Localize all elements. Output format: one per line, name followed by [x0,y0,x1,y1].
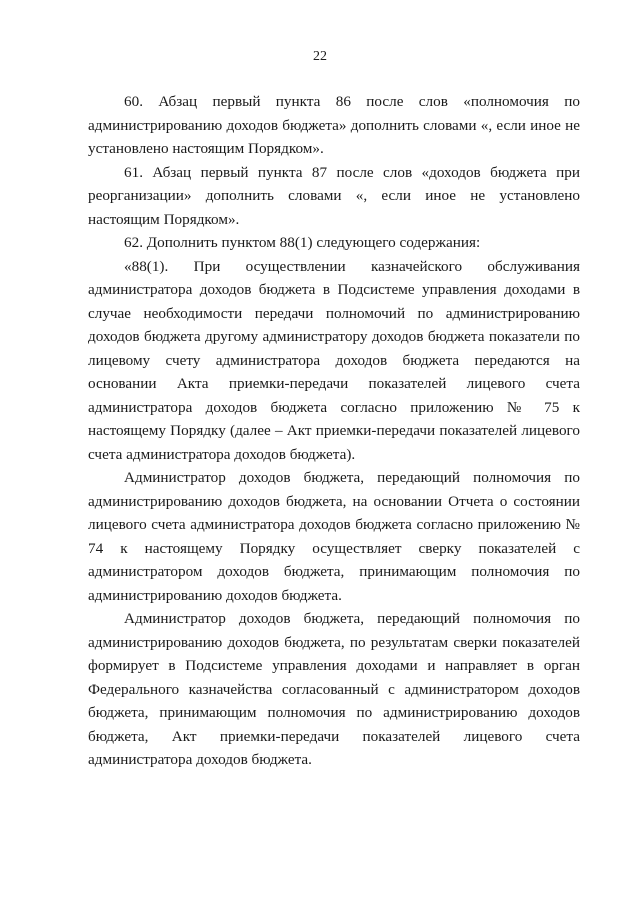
paragraph-60: 60. Абзац первый пункта 86 после слов «полномочия по администрированию доходов бюджета» дополнить словами «, если иное не установлено настоящим Порядком». [88,93,580,157]
paragraph-reconciliation: Администратор доходов бюджета, передающий полномочия по администрированию доходов бюджета, на основании Отчета о состоянии лицевого счета администратора доходов бюджета согласно приложению № 74 к настоящему Порядку осуществляет сверку показателей с администратором доходов бюджета, принимающим полномочия по администрированию доходов бюджета. [88,469,580,604]
paragraph-act-transfer: Администратор доходов бюджета, передающий полномочия по администрированию доходов бюджета, по результатам сверки показателей формирует в Подсистеме управления доходами и направляет в орган Федерального казначейства согласованный с администратором доходов бюджета, принимающим полномочия по администрированию доходов бюджета, Акт приемки-передачи показателей лицевого счета администратора доходов бюджета. [88,610,580,768]
page-number: 22 [313,49,327,64]
document-body [88,90,580,772]
paragraph-88-1: «88(1). При осуществлении казначейского обслуживания администратора доходов бюджета в Подсистеме управления доходами в случае необходимости передачи полномочий по администрированию доходов бюджета другому администратору доходов бюджета показатели по лицевому счету администратора доходов бюджета передаются на основании Акта приемки-передачи показателей лицевого счета администратора доходов бюджета согласно приложению № 75 к настоящему Порядку (далее – Акт приемки-передачи показателей лицевого счета администратора доходов бюджета). [88,257,580,463]
paragraph-62: 62. Дополнить пунктом 88(1) следующего содержания: [124,234,481,251]
paragraph-61: 61. Абзац первый пункта 87 после слов «доходов бюджета при реорганизации» дополнить словами «, если иное не установлено настоящим Порядком». [88,163,580,228]
